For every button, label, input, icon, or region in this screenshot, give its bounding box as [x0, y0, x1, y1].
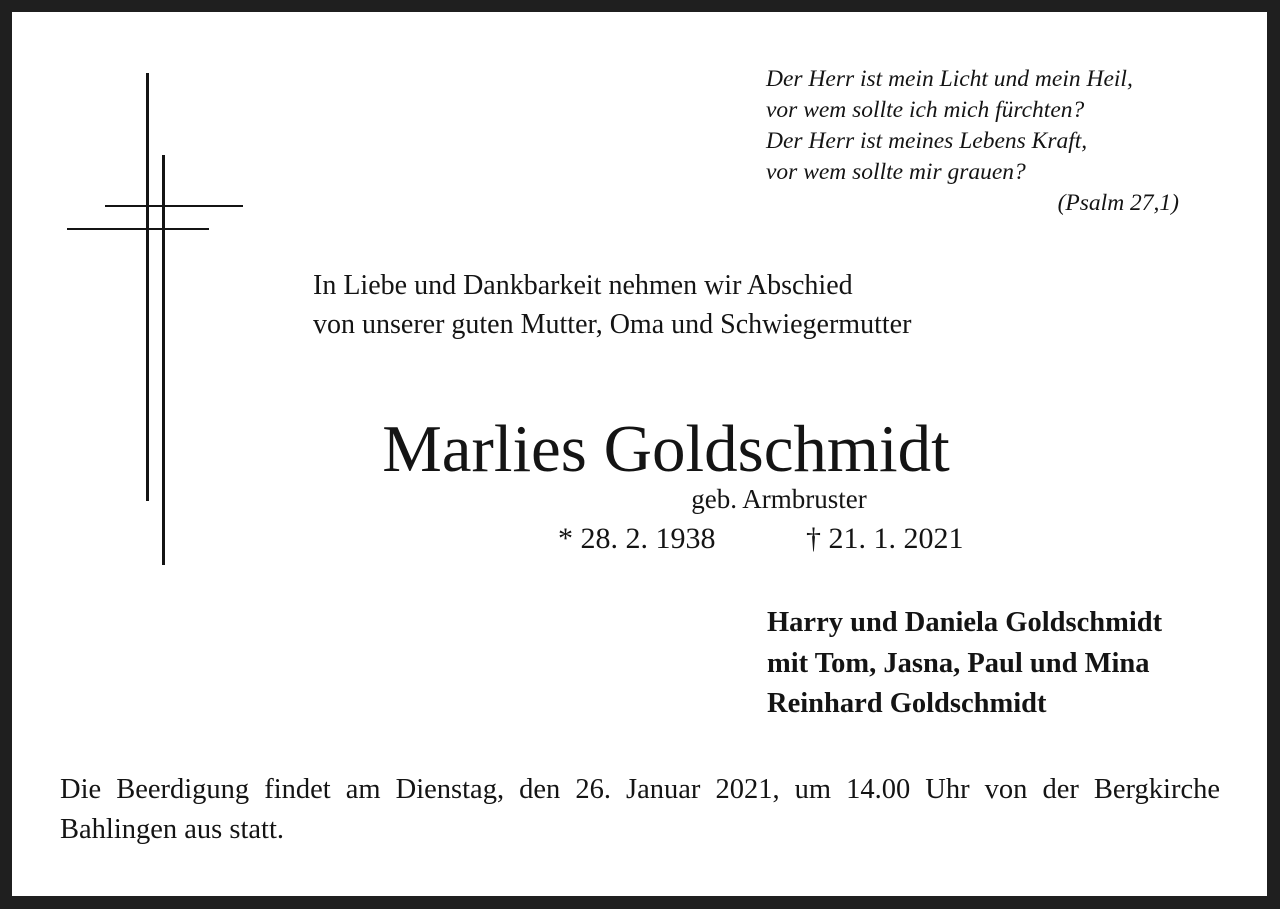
obituary-notice: [12, 12, 1267, 896]
mourner-line: Reinhard Goldschmidt: [767, 688, 1047, 719]
intro-line: von unserer guten Mutter, Oma und Schwiegermutter: [313, 309, 912, 340]
cross-upper-horizontal: [105, 205, 243, 207]
psalm-line: Der Herr ist meines Lebens Kraft,: [766, 128, 1088, 154]
mourner-line: Harry und Daniela Goldschmidt: [767, 607, 1163, 638]
psalm-reference: (Psalm 27,1): [1057, 190, 1179, 216]
psalm-line: vor wem sollte ich mich fürchten?: [766, 97, 1085, 123]
funeral-notice: Die Beerdigung findet am Dienstag, den 26. Januar 2021, um 14.00 Uhr von der Bergkirche Bahlingen aus statt.: [60, 774, 1220, 845]
birth-date: * 28. 2. 1938: [558, 522, 716, 555]
death-date: † 21. 1. 2021: [806, 522, 964, 555]
mourners-list: [767, 603, 1162, 725]
cross-lower-horizontal: [67, 228, 209, 230]
mourner-line: mit Tom, Jasna, Paul und Mina: [767, 647, 1150, 679]
cross-left-vertical: [146, 73, 149, 501]
psalm-line: Der Herr ist mein Licht und mein Heil,: [766, 66, 1133, 92]
psalm-line: vor wem sollte mir grauen?: [766, 159, 1026, 185]
maiden-name: geb. Armbruster: [691, 484, 867, 514]
deceased-name: Marlies Goldschmidt: [382, 412, 950, 486]
psalm-quote: [766, 64, 1186, 219]
cross-right-vertical: [162, 155, 165, 565]
intro-line: In Liebe und Dankbarkeit nehmen wir Abschied: [313, 270, 853, 301]
farewell-intro: [313, 266, 911, 344]
